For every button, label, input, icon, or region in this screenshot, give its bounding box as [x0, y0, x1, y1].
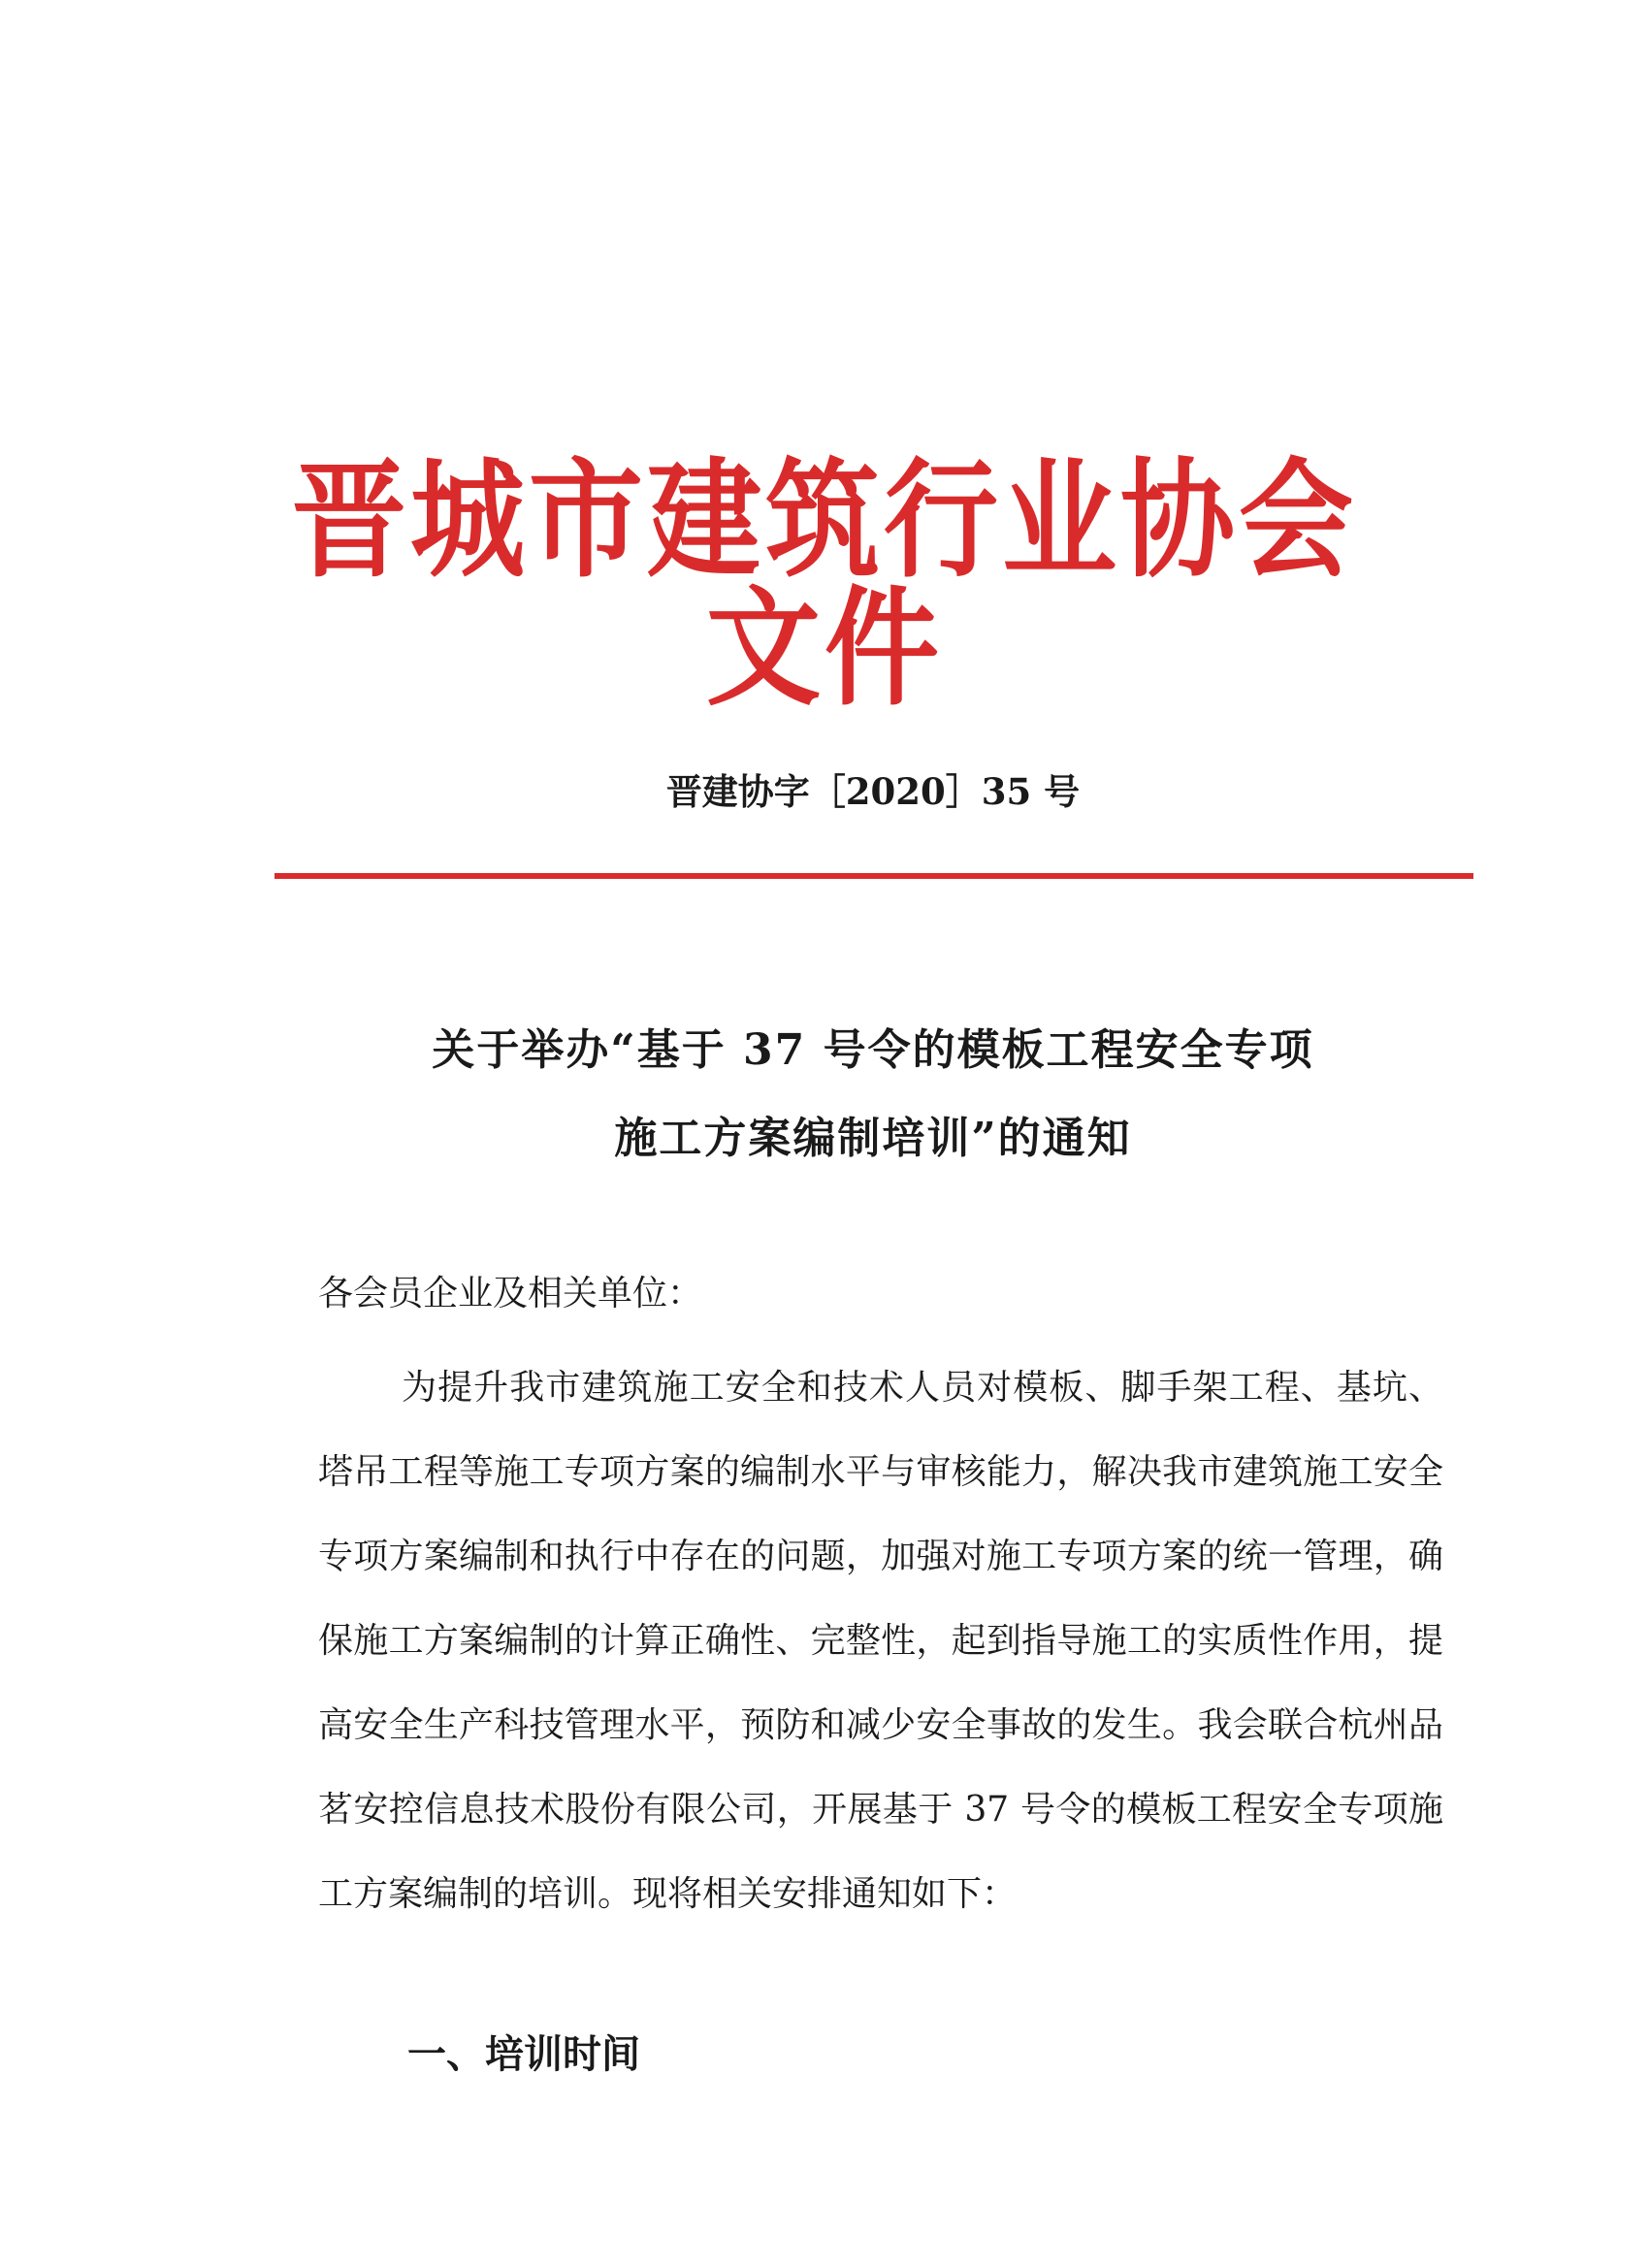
- body-paragraph: 为提升我市建筑施工安全和技术人员对模板、脚手架工程、基坑、塔吊工程等施工专项方案的编制水平与审核能力，解决我市建筑施工安全专项方案编制和执行中存在的问题，加强对施工专项方案的统一管理，确保施工方案编制的计算正确性、完整性，起到指导施工的实质性作用，提高安全生产科技管理水平，预防和减少安全事故的发生。我会联合杭州品茗安控信息技术股份有限公司，开展基于 37 号令的模板工程安全专项施工方案编制的培训。现将相关安排通知如下：: [318, 1368, 1443, 1914]
- salutation: 各会员企业及相关单位：: [318, 1274, 703, 1313]
- notice-title-line-1: 关于举办“基于 37 号令的模板工程安全专项: [432, 1025, 1314, 1075]
- red-divider-line: [275, 873, 1473, 879]
- notice-title-line-2: 施工方案编制培训”的通知: [614, 1114, 1132, 1163]
- masthead-title: 晋城市建筑行业协会文件: [291, 443, 1357, 724]
- document-number: 晋建协字［2020］35 号: [665, 770, 1081, 813]
- section-heading-training-time: 一、培训时间: [407, 2031, 640, 2077]
